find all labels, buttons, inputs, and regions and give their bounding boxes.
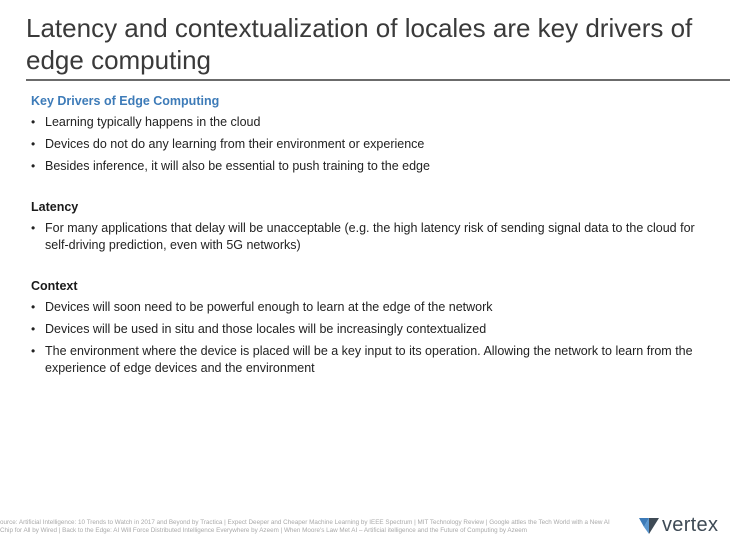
list-item: • The environment where the device is placed will be a key input to its operation. Allowing the network to learn from the experience of edge devices and the environment (31, 343, 721, 377)
section-heading: Latency (31, 200, 79, 214)
list-item: • Besides inference, it will also be essential to push training to the edge (31, 158, 721, 175)
vertex-logo-icon (638, 515, 660, 535)
bullet-list (31, 220, 721, 254)
vertex-logo (638, 514, 718, 536)
list-item: • Learning typically happens in the cloud (31, 114, 721, 131)
logo-text: vertex (662, 514, 719, 536)
slide-title: Latency and contextualization of locales are key drivers of edge computing (26, 13, 693, 75)
slide-content (31, 93, 721, 377)
list-item: • For many applications that delay will be unacceptable (e.g. the high latency risk of sending signal data to the cloud for self-driving prediction, even with 5G networks) (31, 220, 721, 254)
list-item: • Devices will soon need to be powerful enough to learn at the edge of the network (31, 299, 721, 316)
title-divider (26, 79, 730, 81)
bullet-list (31, 299, 721, 377)
source-citation: ource: Artificial Intelligence: 10 Trends to Watch in 2017 and Beyond by Tractica | Expect Deeper and Cheaper Machine Learning by IEEE Spectrum | MIT Technology Review | Google attles the Tech World with a New AI Chip for All by Wired | Back to the Edge: AI Will Force Distributed Intelligence Everywhere by Azeem | When Moore's Law Met AI – Artificial itelligence and the Future of Computing by Azeem (0, 519, 610, 534)
section-latency (31, 199, 721, 254)
section-key-drivers (31, 93, 721, 175)
bullet-list (31, 114, 721, 175)
section-heading: Key Drivers of Edge Computing (31, 94, 220, 108)
section-heading: Context (31, 279, 78, 293)
section-context (31, 278, 721, 377)
list-item: • Devices will be used in situ and those locales will be increasingly contextualized (31, 321, 721, 338)
list-item: • Devices do not do any learning from their environment or experience (31, 136, 721, 153)
